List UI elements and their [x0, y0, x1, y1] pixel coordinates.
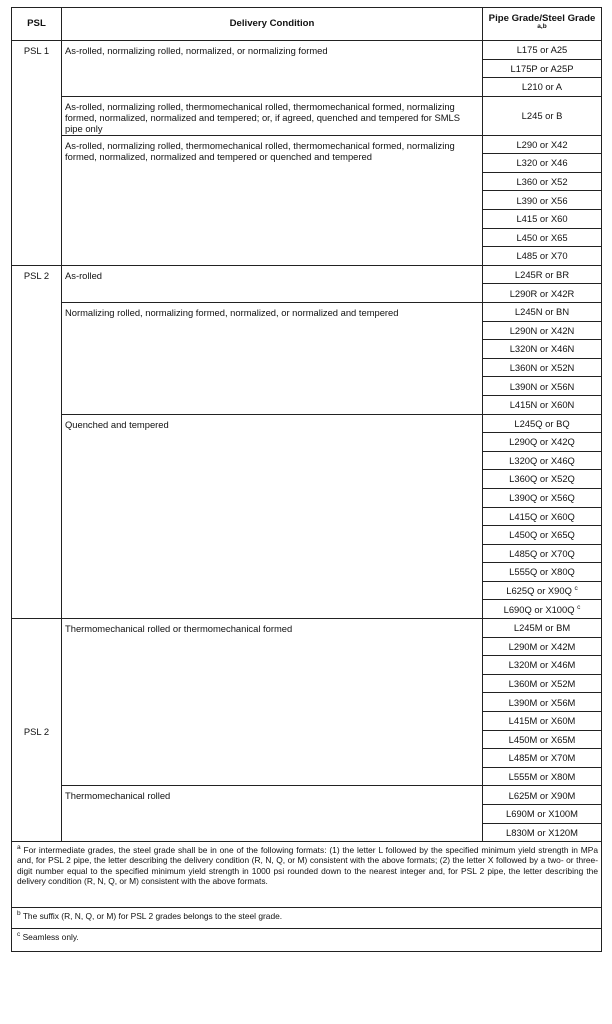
- pipe-grade-cell: [483, 805, 602, 824]
- footnote-mark: a: [17, 844, 21, 852]
- footnote-row: [12, 929, 602, 952]
- pipe-grade-cell: [483, 600, 602, 619]
- pipe-grade-value: L450M or X65M: [508, 733, 576, 745]
- pipe-grade-cell: [483, 507, 602, 526]
- pipe-grade-value: L625M or X90M: [508, 789, 576, 801]
- delivery-condition-cell: Quenched and tempered: [62, 414, 483, 619]
- table-body: [12, 41, 602, 952]
- pipe-grade-cell: [483, 674, 602, 693]
- pipe-grade-value: L360 or X52: [516, 175, 568, 187]
- pipe-grade-cell: [483, 284, 602, 303]
- header-pipe-grade-label: Pipe Grade/Steel Grade: [488, 12, 596, 24]
- table-row: [12, 96, 602, 135]
- pipe-grade-cell: [483, 563, 602, 582]
- pipe-grade-value: L390N or X56N: [509, 380, 575, 392]
- pipe-grade-value: L290Q or X42Q: [509, 436, 575, 448]
- pipe-grade-table: [11, 7, 602, 952]
- pipe-grade-value: L555Q or X80Q: [509, 566, 575, 578]
- pipe-grade-value: L210 or A: [521, 81, 563, 93]
- pipe-grade-cell: [483, 59, 602, 78]
- delivery-condition-cell: As-rolled, normalizing rolled, thermomechanical rolled, thermomechanical formed, normalizing formed, normalized, normalized and tempered; or, if agreed, quenched and tempered for SMLS pipe only: [62, 96, 483, 135]
- pipe-grade-value: L320Q or X46Q: [509, 454, 575, 466]
- table-row: [12, 135, 602, 154]
- pipe-grade-value: L245N or BN: [514, 306, 570, 318]
- pipe-grade-cell: [483, 451, 602, 470]
- table-row: [12, 414, 602, 433]
- pipe-grade-cell: [483, 321, 602, 340]
- header-footnote-marks: a,b: [537, 22, 547, 30]
- table-row: [12, 786, 602, 805]
- pipe-grade-cell: [483, 488, 602, 507]
- pipe-grade-value: L485Q or X70Q: [509, 547, 575, 559]
- pipe-grade-cell: [483, 377, 602, 396]
- pipe-grade-value: L690M or X100M: [506, 808, 578, 820]
- pipe-grade-value: L320M or X46M: [508, 659, 576, 671]
- pipe-grade-value: L290N or X42N: [509, 324, 575, 336]
- pipe-grade-value: L390Q or X56Q: [509, 492, 575, 504]
- footnote-row: [12, 908, 602, 929]
- pipe-grade-cell: [483, 712, 602, 731]
- pipe-grade-value: L415 or X60: [516, 213, 568, 225]
- footnote: [12, 929, 602, 952]
- pipe-grade-value: L625Q or X90Q: [506, 585, 572, 597]
- footnote-mark: b: [17, 910, 21, 918]
- pipe-grade-value: L360Q or X52Q: [509, 473, 575, 485]
- pipe-grade-value: L175 or A25: [516, 44, 568, 56]
- pipe-grade-value: L245 or B: [521, 110, 563, 122]
- pipe-grade-cell: [483, 172, 602, 191]
- pipe-grade-cell: [483, 395, 602, 414]
- pipe-grade-cell: [483, 470, 602, 489]
- pipe-grade-cell: [483, 414, 602, 433]
- pipe-grade-value: L245M or BM: [513, 622, 571, 634]
- pipe-grade-value: L360N or X52N: [509, 361, 575, 373]
- pipe-grade-value: L390 or X56: [516, 194, 568, 206]
- pipe-grade-cell: [483, 191, 602, 210]
- footnote: [12, 842, 602, 908]
- pipe-grade-cell: [483, 154, 602, 173]
- table-row: [12, 302, 602, 321]
- pipe-grade-cell: [483, 581, 602, 600]
- pipe-grade-value: L415M or X60M: [508, 715, 576, 727]
- psl-cell: PSL 2: [12, 265, 62, 618]
- pipe-grade-cell: [483, 265, 602, 284]
- table-row: [12, 619, 602, 638]
- table-header-row: [12, 8, 602, 41]
- delivery-condition-cell: As-rolled, normalizing rolled, normalized, or normalizing formed: [62, 41, 483, 97]
- header-delivery-condition: Delivery Condition: [62, 8, 483, 41]
- footnote-text: For intermediate grades, the steel grade shall be in one of the following formats: (1) the letter L followed by the specified minimum yield strength in MPa and, for PSL 2 pipe, the letter describing the delivery condition (R, N, Q, or M) consistent with the above formats; (2) the letter X followed by a two- or three-digit number equal to the specified minimum yield strength in 1000 psi rounded down to the nearest integer and, for PSL 2 pipe, the letter describing the delivery condition (R, N, Q, or M) consistent with the above formats.: [17, 845, 599, 886]
- delivery-condition-cell: Thermomechanical rolled: [62, 786, 483, 842]
- pipe-grade-cell: [483, 823, 602, 842]
- pipe-grade-value: L245Q or BQ: [514, 417, 570, 429]
- pipe-grade-value: L320N or X46N: [509, 343, 575, 355]
- footnote-text: Seamless only.: [22, 932, 79, 943]
- psl-cell: PSL 1: [12, 41, 62, 266]
- pipe-grade-value: L360M or X52M: [508, 678, 576, 689]
- pipe-grade-value: L415Q or X60Q: [509, 510, 575, 522]
- pipe-grade-cell: [483, 210, 602, 229]
- pipe-grade-cell: [483, 96, 602, 135]
- footnote-mark: c: [574, 584, 578, 592]
- pipe-grade-value: L290R or X42R: [509, 287, 575, 299]
- header-psl: PSL: [12, 8, 62, 41]
- pipe-grade-value: L485M or X70M: [508, 752, 576, 764]
- pipe-grade-cell: [483, 358, 602, 377]
- pipe-grade-value: L290 or X42: [516, 138, 568, 150]
- footnote-row: [12, 842, 602, 908]
- table-row: [12, 265, 602, 284]
- pipe-grade-value: L245R or BR: [514, 268, 570, 280]
- pipe-grade-value: L485 or X70: [516, 250, 568, 262]
- pipe-grade-cell: [483, 730, 602, 749]
- pipe-grade-cell: [483, 228, 602, 247]
- delivery-condition-cell: Normalizing rolled, normalizing formed, normalized, or normalized and tempered: [62, 302, 483, 414]
- pipe-grade-value: L450Q or X65Q: [509, 529, 575, 541]
- pipe-grade-cell: [483, 767, 602, 786]
- pipe-grade-value: L290M or X42M: [508, 640, 576, 652]
- pipe-grade-value: L830M or X120M: [506, 826, 578, 838]
- header-pipe-grade: [483, 8, 602, 41]
- psl-cell: PSL 2: [12, 619, 62, 842]
- pipe-grade-cell: [483, 749, 602, 768]
- pipe-grade-cell: [483, 637, 602, 656]
- pipe-grade-cell: [483, 526, 602, 545]
- pipe-grade-value: L555M or X80M: [508, 770, 576, 782]
- pipe-grade-cell: [483, 693, 602, 712]
- pipe-grade-cell: [483, 619, 602, 638]
- pipe-grade-cell: [483, 41, 602, 60]
- delivery-condition-cell: As-rolled: [62, 265, 483, 302]
- pipe-grade-cell: [483, 786, 602, 805]
- pipe-grade-cell: [483, 340, 602, 359]
- footnote-mark: c: [577, 603, 581, 611]
- pipe-grade-cell: [483, 544, 602, 563]
- pipe-grade-value: L450 or X65: [516, 231, 568, 243]
- footnote-mark: c: [17, 931, 21, 939]
- pipe-grade-cell: [483, 247, 602, 266]
- pipe-grade-cell: [483, 433, 602, 452]
- delivery-condition-cell: As-rolled, normalizing rolled, thermomechanical rolled, thermomechanical formed, normalizing formed, normalized, normalized and tempered or quenched and tempered: [62, 135, 483, 265]
- pipe-grade-value: L390M or X56M: [508, 696, 576, 708]
- pipe-grade-cell: [483, 656, 602, 675]
- pipe-grade-value: L175P or A25P: [510, 62, 574, 74]
- table-row: [12, 41, 602, 60]
- pipe-grade-cell: [483, 302, 602, 321]
- pipe-grade-value: L415N or X60N: [509, 399, 575, 411]
- pipe-grade-cell: [483, 78, 602, 97]
- pipe-grade-cell: [483, 135, 602, 154]
- footnote: [12, 908, 602, 929]
- footnote-text: The suffix (R, N, Q, or M) for PSL 2 grades belongs to the steel grade.: [22, 911, 283, 922]
- delivery-condition-cell: Thermomechanical rolled or thermomechanical formed: [62, 619, 483, 786]
- pipe-grade-value: L690Q or X100Q: [503, 603, 575, 615]
- pipe-grade-value: L320 or X46: [516, 157, 568, 169]
